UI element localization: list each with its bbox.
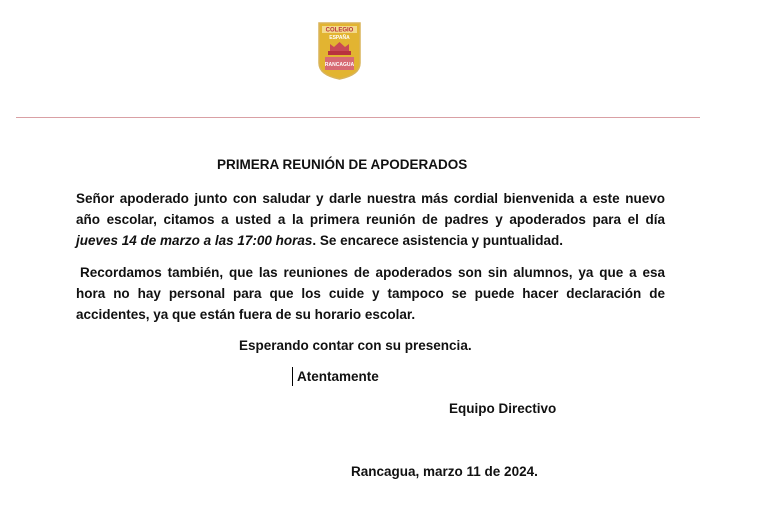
- paragraph-invitation-ending: . Se encarece asistencia y puntualidad.: [312, 233, 563, 248]
- document-title: PRIMERA REUNIÓN DE APODERADOS: [217, 157, 468, 172]
- header-divider: [16, 117, 700, 118]
- text-cursor: [292, 367, 293, 386]
- logo-text-colegio: COLEGIO: [325, 27, 354, 34]
- logo-text-espana: ESPAÑA: [329, 35, 350, 41]
- signature-line: Equipo Directivo: [449, 401, 557, 416]
- logo-text-rancagua: RANCAGUA: [324, 62, 355, 68]
- paragraph-invitation: [76, 188, 665, 251]
- paragraph-invitation-text: Señor apoderado junto con saludar y darle nuestra más cordial bienvenida a este nuevo año escolar, citamos a usted a la primera reunión de padres y apoderados para el día: [76, 191, 665, 227]
- school-crest-logo: [316, 21, 363, 81]
- meeting-date-emphasis: jueves 14 de marzo a las 17:00 horas: [76, 233, 313, 248]
- paragraph-reminder-text: Recordamos también, que las reuniones de apoderados son sin alumnos, ya que a esa hora no hay personal para que los cuide y tampoco se puede hacer declaración de accidentes, ya que están fuera de su horario escolar.: [76, 265, 665, 322]
- paragraph-reminder: [76, 262, 665, 325]
- closing-line: Esperando contar con su presencia.: [239, 338, 472, 353]
- place-date-line: Rancagua, marzo 11 de 2024.: [351, 464, 538, 479]
- regards-line: Atentamente: [297, 369, 379, 384]
